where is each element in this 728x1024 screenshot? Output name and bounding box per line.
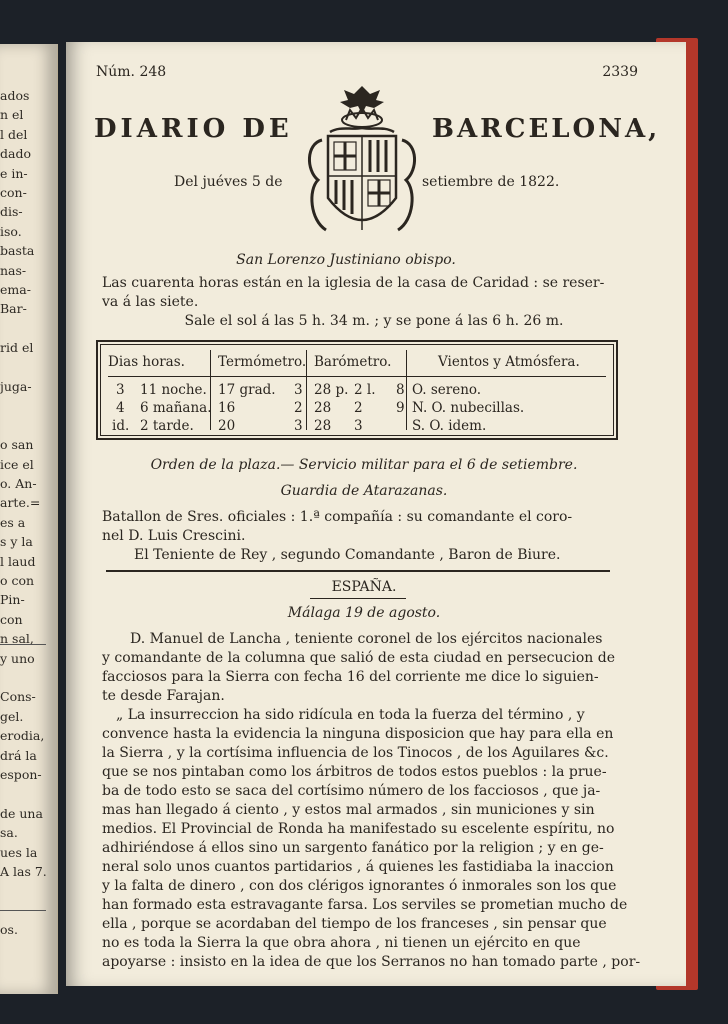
table-cell: 28 [314, 418, 332, 434]
table-cell: 3 [294, 382, 303, 398]
previous-page-text: rid el [0, 340, 34, 356]
dateline [102, 604, 626, 623]
previous-page-text: nas- [0, 262, 27, 278]
teniente-line [102, 546, 626, 565]
table-cell: 3 [294, 418, 303, 434]
weather-table [96, 340, 618, 440]
page-number: 2339 [602, 64, 638, 80]
table-cell: O. sereno. [412, 382, 482, 398]
previous-page-text: A las 7. [0, 864, 47, 879]
previous-page-text: con- [0, 185, 27, 200]
previous-page-rule [0, 644, 46, 645]
table-header: Dias horas. [108, 354, 185, 370]
previous-page-text: n el [0, 107, 24, 123]
previous-page-text: l del [0, 126, 28, 142]
previous-page-text: espon- [0, 767, 42, 782]
text-line: han formado esta estravagante farsa. Los serviles se prometian mucho de [102, 897, 628, 913]
text-line: medios. El Provincial de Ronda ha manifestado su escelente espíritu, no [102, 821, 615, 837]
previous-page-text: juga- [0, 379, 32, 394]
orden-line: Orden de la plaza.— Servicio militar para el 6 de setiembre. [150, 457, 578, 473]
text-line: El Teniente de Rey , segundo Comandante , Baron de Biure. [134, 547, 561, 563]
orden-heading [102, 456, 626, 475]
barcelona-coat-of-arms-icon [300, 80, 424, 244]
previous-page-text: y uno [0, 650, 35, 666]
text-line: la Sierra , y la cortísima influencia de los Tinocos , de los Aguilares &c. [102, 745, 609, 761]
previous-page-text: ues la [0, 844, 38, 860]
previous-page-text: drá la [0, 747, 37, 763]
text-line: facciosos para la Sierra con fecha 16 del corriente me dice lo siguien- [102, 669, 599, 685]
previous-page-text: o. An- [0, 476, 37, 491]
body-paragraph-1 [102, 630, 626, 706]
previous-page-text: es a [0, 514, 26, 530]
body-paragraph-2 [102, 706, 641, 972]
table-cell: 2 [354, 400, 363, 416]
date-left: Del juéves 5 de [174, 174, 283, 190]
previous-page-text: e in- [0, 165, 28, 181]
table-cell: 2 [294, 400, 303, 416]
text-line: convence hasta la evidencia la ninguna disposicion que hay para ella en [102, 726, 614, 742]
table-cell: 4 [116, 400, 125, 416]
previous-page-text: s y la [0, 534, 33, 550]
table-cell: 8 [396, 382, 405, 398]
section-title: ESPAÑA. [331, 579, 397, 595]
previous-page-text: n sal, [0, 631, 34, 647]
section-heading [102, 578, 626, 597]
previous-page-text: Bar- [0, 301, 27, 317]
text-line: nel D. Luis Crescini. [102, 528, 246, 544]
previous-page-text: Cons- [0, 689, 36, 705]
table-cell: 11 noche. [140, 382, 207, 398]
previous-page-text: iso. [0, 223, 22, 239]
text-line: te desde Farajan. [102, 688, 225, 704]
sun-times [102, 312, 626, 331]
previous-page-text: ice el [0, 456, 34, 472]
table-column-rule [406, 350, 407, 430]
previous-page-text: sa. [0, 825, 18, 841]
previous-page-text: ados [0, 88, 30, 103]
text-line: y la falta de dinero , con dos clérigos ignorantes ó inmorales son los que [102, 878, 617, 894]
table-cell: id. [112, 418, 130, 434]
dateline-text: Málaga 19 de agosto. [287, 605, 441, 621]
text-line: D. Manuel de Lancha , teniente coronel de los ejércitos nacionales [130, 631, 603, 647]
text-line: ella , porque se acordaban del tiempo de los franceses , sin pensar que [102, 916, 607, 932]
masthead-title-right: BARCELONA, [432, 114, 661, 144]
previous-page-text: erodia, [0, 728, 45, 744]
previous-page-text: dis- [0, 204, 23, 220]
text-line: y comandante de la columna que salió de esta ciudad en persecucion de [102, 650, 615, 666]
table-column-rule [306, 350, 307, 430]
text-line: ba de todo esto se saca del cortísimo número de los facciosos , que ja- [102, 783, 601, 799]
table-cell: 6 mañana. [140, 400, 212, 416]
previous-page-text: Pin- [0, 592, 25, 608]
previous-page-text: de una [0, 805, 43, 821]
batallon-paragraph [102, 508, 626, 546]
section-underline [310, 598, 406, 599]
table-cell: 9 [396, 400, 405, 416]
previous-page-text: ema- [0, 282, 31, 297]
table-header: Vientos y Atmósfera. [438, 354, 580, 370]
text-line: que se nos pintaban como los árbitros de todos estos pueblos : la prue- [102, 764, 607, 780]
text-line: Batallon de Sres. oficiales : 1.ª compañía : su comandante el coro- [102, 509, 573, 525]
previous-page-text: gel. [0, 708, 24, 724]
guardia-heading [102, 482, 626, 501]
previous-page-text: con [0, 611, 23, 627]
table-cell: 2 l. [354, 382, 376, 398]
table-header: Barómetro. [314, 354, 392, 370]
text-line: no es toda la Sierra la que obra ahora , ni tienen un ejército en que [102, 935, 581, 951]
forty-hours-notice [102, 274, 626, 312]
text-line: Las cuarenta horas están en la iglesia de la casa de Caridad : se reser- [102, 275, 605, 291]
text-line: „ La insurreccion ha sido ridícula en toda la fuerza del término , y [116, 707, 585, 723]
previous-page-text: basta [0, 243, 35, 259]
table-cell: 16 [218, 400, 236, 416]
previous-page-text: os. [0, 922, 18, 938]
table-cell: 28 [314, 400, 332, 416]
table-cell: N. O. nubecillas. [412, 400, 525, 416]
previous-page-text: o san [0, 437, 34, 453]
table-cell: S. O. idem. [412, 418, 487, 434]
section-divider [106, 570, 610, 572]
table-column-rule [210, 350, 211, 430]
previous-page-rule [0, 910, 46, 911]
table-cell: 28 p. [314, 382, 349, 398]
text-line: adhiriéndose á ellos sino un sargento fanático por la religion ; y en ge- [102, 840, 604, 856]
issue-number: Núm. 248 [96, 64, 167, 80]
previous-page-text: o con [0, 573, 35, 588]
text-line: mas han llegado á ciento , y estos mal armados , sin municiones y sin [102, 802, 595, 818]
table-header-rule [108, 376, 606, 377]
previous-page-text: arte.= [0, 495, 41, 511]
text-line: neral solo unos cuantos partidarios , á quienes les fastidiaba la inaccion [102, 859, 614, 875]
table-cell: 20 [218, 418, 236, 434]
saint-of-the-day: San Lorenzo Justiniano obispo. [236, 252, 456, 268]
table-cell: 3 [354, 418, 363, 434]
text-line: apoyarse : insisto en la idea de que los Serranos no han tomado parte , por- [102, 954, 641, 970]
previous-page-edge [0, 44, 58, 994]
sun-line: Sale el sol á las 5 h. 34 m. ; y se pone á las 6 h. 26 m. [184, 313, 564, 329]
table-cell: 2 tarde. [140, 418, 194, 434]
previous-page-text: dado [0, 146, 31, 162]
previous-page-text: l laud [0, 553, 36, 569]
masthead-title-left: DIARIO DE [94, 114, 293, 144]
date-right: setiembre de 1822. [422, 174, 560, 190]
text-line: va á las siete. [102, 294, 199, 310]
newspaper-page [66, 42, 686, 986]
table-cell: 3 [116, 382, 125, 398]
guardia-line: Guardia de Atarazanas. [280, 483, 448, 499]
table-header: Termómetro. [218, 354, 307, 370]
table-cell: 17 grad. [218, 382, 276, 398]
